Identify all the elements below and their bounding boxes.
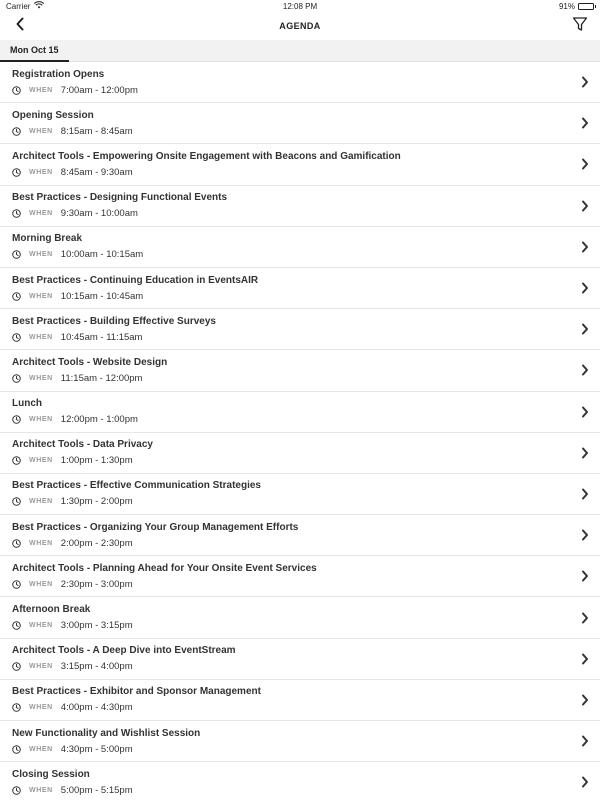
clock-icon [12,497,21,506]
chevron-right-icon [580,364,590,376]
clock-icon [12,292,21,301]
session-time: 4:00pm - 4:30pm [60,702,133,714]
session-when [12,661,236,672]
nav-bar [0,12,600,40]
item-body [12,563,317,590]
agenda-item[interactable] [0,392,600,433]
clock-icon [12,621,21,630]
agenda-item[interactable] [0,144,600,185]
session-time: 5:00pm - 5:15pm [60,784,133,796]
session-when [12,85,138,96]
clock-icon [12,168,21,177]
session-time: 2:00pm - 2:30pm [60,537,133,549]
chevron-right-icon [580,776,590,788]
session-title: Closing Session [12,768,90,780]
session-title: Registration Opens [12,68,105,80]
clock-icon [12,333,21,342]
chevron-right-icon [580,735,590,747]
session-title: Best Practices - Designing Functional Events [12,192,228,204]
session-title: Architect Tools - A Deep Dive into EventStream [12,645,236,657]
chevron-left-icon [15,17,25,36]
when-label: WHEN [29,539,53,547]
session-when [12,414,138,425]
item-body [12,192,227,219]
when-label: WHEN [29,580,53,588]
session-title: New Functionality and Wishlist Session [12,727,201,739]
clock-icon [12,456,21,465]
session-time: 1:30pm - 2:00pm [60,496,133,508]
item-body [12,480,261,507]
session-time: 12:00pm - 1:00pm [60,414,138,426]
session-time: 10:45am - 11:15am [60,331,143,343]
session-time: 8:15am - 8:45am [60,125,133,137]
when-label: WHEN [29,786,53,794]
when-label: WHEN [29,333,53,341]
session-title: Best Practices - Effective Communication Strategies [12,480,261,492]
session-time: 3:15pm - 4:00pm [60,661,133,673]
agenda-item[interactable] [0,474,600,515]
when-label: WHEN [29,168,53,176]
item-body [12,110,133,137]
session-title: Architect Tools - Empowering Onsite Engagement with Beacons and Gamification [12,150,401,162]
session-when [12,332,216,343]
clock-icon [12,127,21,136]
agenda-item[interactable] [0,762,600,800]
session-when [12,249,143,260]
session-time: 2:30pm - 3:00pm [60,578,133,590]
session-title: Opening Session [12,109,94,121]
page-title: AGENDA [279,21,321,31]
session-title: Afternoon Break [12,604,91,616]
chevron-right-icon [580,694,590,706]
chevron-right-icon [580,200,590,212]
session-time: 3:00pm - 3:15pm [60,620,133,632]
item-body [12,604,133,631]
session-time: 11:15am - 12:00pm [60,372,143,384]
chevron-right-icon [580,653,590,665]
when-label: WHEN [29,704,53,712]
session-title: Best Practices - Exhibitor and Sponsor Management [12,686,261,698]
clock-icon [12,374,21,383]
when-label: WHEN [29,745,53,753]
session-title: Best Practices - Organizing Your Group Management Efforts [12,521,299,533]
when-label: WHEN [29,127,53,135]
date-tabs [0,40,600,62]
when-label: WHEN [29,210,53,218]
item-body [12,151,401,178]
session-when [12,291,258,302]
item-body [12,275,258,302]
item-body [12,439,153,466]
session-when [12,167,401,178]
agenda-item[interactable] [0,515,600,556]
session-when [12,785,133,796]
battery-percent: 91% [558,1,575,11]
chevron-right-icon [580,406,590,418]
session-when [12,620,133,631]
chevron-right-icon [580,570,590,582]
filter-icon [572,16,588,37]
clock-icon [12,86,21,95]
status-right [559,2,594,11]
filter-button[interactable] [568,14,592,38]
item-body [12,728,200,755]
agenda-item[interactable] [0,556,600,597]
item-body [12,398,138,425]
session-title: Architect Tools - Planning Ahead for Your Onsite Event Services [12,562,317,574]
when-label: WHEN [29,622,53,630]
chevron-right-icon [580,488,590,500]
chevron-right-icon [580,323,590,335]
agenda-item[interactable] [0,227,600,268]
clock-icon [12,539,21,548]
session-time: 4:30pm - 5:00pm [60,743,133,755]
when-label: WHEN [29,457,53,465]
status-bar [0,0,600,12]
session-when [12,208,227,219]
when-label: WHEN [29,292,53,300]
agenda-list [0,62,600,800]
session-time: 10:00am - 10:15am [60,249,144,261]
session-when [12,744,200,755]
chevron-right-icon [580,529,590,541]
agenda-item[interactable] [0,680,600,721]
chevron-right-icon [580,158,590,170]
chevron-right-icon [580,117,590,129]
session-time: 1:00pm - 1:30pm [60,455,133,467]
agenda-item[interactable] [0,186,600,227]
clock-icon [12,209,21,218]
agenda-item[interactable] [0,639,600,680]
when-label: WHEN [29,498,53,506]
battery-icon [578,3,594,10]
item-body [12,686,261,713]
item-body [12,645,236,672]
session-when [12,579,317,590]
agenda-item[interactable] [0,103,600,144]
session-when [12,496,261,507]
item-body [12,357,167,384]
carrier-label: Carrier [6,1,31,11]
clock-icon [12,745,21,754]
item-body [12,316,216,343]
session-title: Architect Tools - Data Privacy [12,439,153,451]
agenda-item[interactable] [0,350,600,391]
session-time: 8:45am - 9:30am [60,166,133,178]
item-body [12,69,138,96]
session-title: Lunch [12,398,42,410]
session-title: Best Practices - Continuing Education in EventsAIR [12,274,259,286]
agenda-item[interactable] [0,268,600,309]
session-time: 9:30am - 10:00am [60,208,138,220]
session-when [12,455,153,466]
wifi-icon [34,1,44,11]
session-title: Morning Break [12,233,83,245]
agenda-item[interactable] [0,309,600,350]
session-when [12,538,298,549]
session-time: 10:15am - 10:45am [60,290,144,302]
status-time: 12:08 PM [282,1,318,11]
session-when [12,373,167,384]
back-button[interactable] [8,14,32,38]
when-label: WHEN [29,86,53,94]
when-label: WHEN [29,251,53,259]
item-body [12,769,133,796]
clock-icon [12,580,21,589]
tab-mon-oct-15[interactable]: Mon Oct 15 [0,40,69,62]
agenda-item[interactable] [0,62,600,103]
agenda-item[interactable] [0,433,600,474]
chevron-right-icon [580,612,590,624]
clock-icon [12,703,21,712]
item-body [12,233,143,260]
clock-icon [12,662,21,671]
clock-icon [12,415,21,424]
chevron-right-icon [580,241,590,253]
session-title: Best Practices - Building Effective Surveys [12,315,216,327]
when-label: WHEN [29,416,53,424]
agenda-item[interactable] [0,597,600,638]
when-label: WHEN [29,663,53,671]
session-time: 7:00am - 12:00pm [60,84,138,96]
chevron-right-icon [580,76,590,88]
session-when [12,126,133,137]
chevron-right-icon [580,282,590,294]
when-label: WHEN [29,374,53,382]
session-when [12,702,261,713]
clock-icon [12,250,21,259]
chevron-right-icon [580,447,590,459]
clock-icon [12,786,21,795]
session-title: Architect Tools - Website Design [12,356,168,368]
agenda-item[interactable] [0,721,600,762]
status-left [6,1,44,11]
item-body [12,522,298,549]
